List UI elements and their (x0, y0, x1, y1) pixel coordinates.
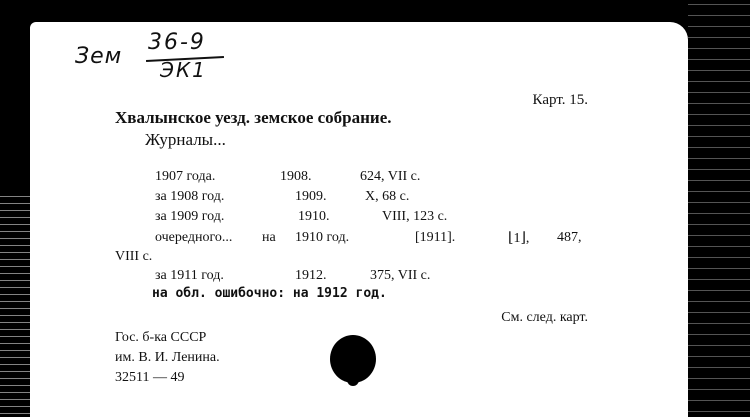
card-title: Хвалынское уезд. земское собрание. (115, 108, 392, 127)
handwritten-fraction-bottom: ЭК1 (160, 58, 207, 82)
library-inventory-number: 32511 — 49 (115, 370, 185, 385)
card-punch-hole-tail (347, 378, 359, 386)
entry-3-pubyear: 1910. (298, 209, 330, 224)
handwritten-note: на обл. ошибочно: на 1912 год. (152, 286, 387, 301)
entry-4-pages: 487, (557, 230, 582, 245)
entry-4-pubyear: [1911]. (415, 230, 456, 245)
entry-1-year: 1907 года. (155, 169, 216, 184)
entry-2-pubyear: 1909. (295, 189, 327, 204)
library-name: Гос. б-ка СССР (115, 330, 207, 345)
entry-3-pages: VIII, 123 с. (382, 209, 448, 224)
entry-4-title: очередного... (155, 230, 233, 245)
entry-4-leaf: ⌊1⌋, (508, 231, 530, 246)
card-number: Карт. 15. (532, 92, 588, 108)
card-subtitle: Журналы... (145, 130, 226, 149)
entry-2-pages: X, 68 с. (365, 189, 410, 204)
entry-3-year: за 1909 год. (155, 209, 225, 224)
entry-1-pages: 624, VII с. (360, 169, 421, 184)
handwritten-fraction-top: 36-9 (148, 30, 206, 55)
catalog-card (30, 22, 688, 417)
library-name-line2: им. В. И. Ленина. (115, 350, 220, 365)
entry-5-pages: 375, VII с. (370, 268, 431, 283)
scan-edge-right (688, 0, 750, 417)
entry-4-year: 1910 год. (295, 230, 350, 245)
entry-5-pubyear: 1912. (295, 268, 327, 283)
scan-edge-left (0, 190, 30, 417)
entry-4-continuation: VIII с. (115, 249, 153, 264)
see-next-card: См. след. карт. (501, 310, 588, 325)
entry-1-pubyear: 1908. (280, 169, 312, 184)
handwritten-shelf-code: Зем (75, 44, 123, 69)
entry-2-year: за 1908 год. (155, 189, 225, 204)
card-punch-hole (330, 335, 376, 383)
entry-4-for: на (262, 230, 276, 245)
entry-5-year: за 1911 год. (155, 268, 224, 283)
